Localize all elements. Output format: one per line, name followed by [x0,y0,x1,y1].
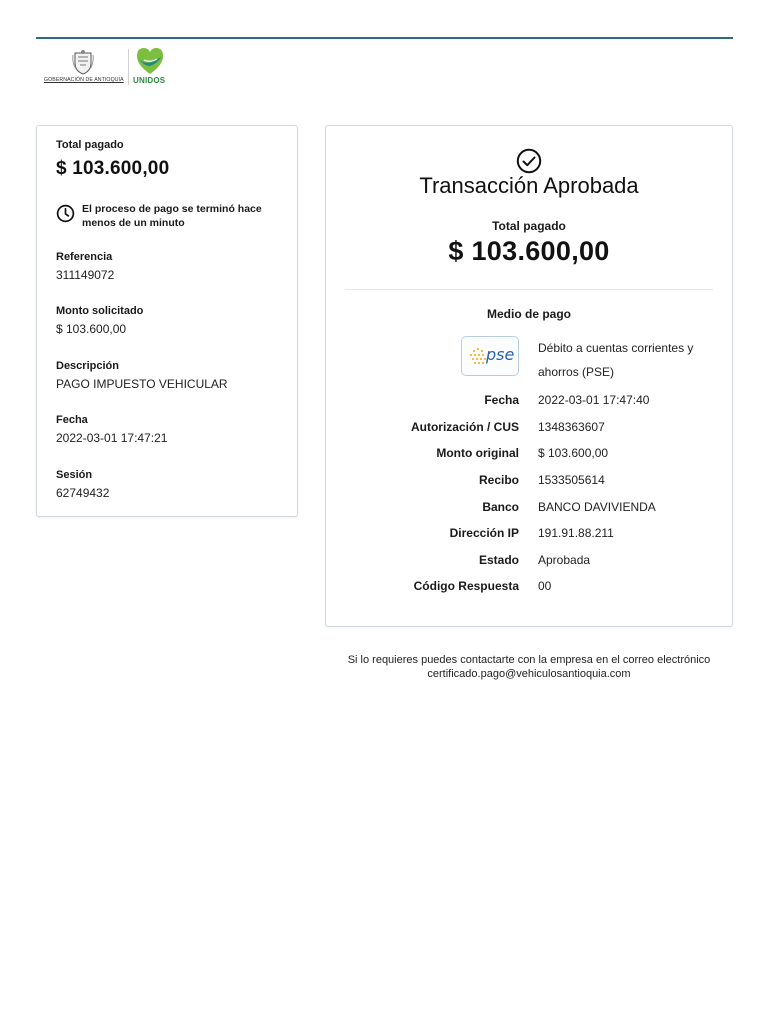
summary-total-label: Total pagado [56,139,124,151]
transaction-total-value: $ 103.600,00 [448,236,610,266]
field-sesion [56,469,283,500]
transaction-status-title: Transacción Aprobada [419,173,639,198]
payment-summary-card [36,125,298,517]
detail-label: Banco [482,500,519,514]
contact-email: certificado.pago@vehiculosantioquia.com [427,668,631,680]
field-descripcion [56,360,283,391]
detail-value: 00 [538,579,552,593]
field-fecha [56,414,283,445]
header-divider [36,37,733,39]
field-label: Referencia [56,251,113,263]
pse-dots-icon [468,346,488,366]
gobernacion-logo [44,47,124,87]
field-label: Monto solicitado [56,305,144,317]
detail-value: BANCO DAVIVIENDA [538,500,656,514]
clock-icon [56,204,75,223]
detail-value: 191.91.88.211 [538,526,614,540]
detail-value: 1348363607 [538,420,605,434]
detail-row-monto-original [326,446,732,464]
payment-method-description: Débito a cuentas corrientes y ahorros (PSE) [538,341,694,379]
detail-label: Fecha [484,393,519,407]
detail-row-banco [326,500,732,518]
transaction-total-label: Total pagado [492,219,566,233]
process-status [56,202,283,230]
unidos-text: UNIDOS [133,76,166,85]
detail-row-recibo [326,473,732,491]
detail-value: 1533505614 [538,473,605,487]
detail-value: 2022-03-01 17:47:40 [538,393,650,407]
field-value: PAGO IMPUESTO VEHICULAR [56,377,228,391]
detail-value: Aprobada [538,553,591,567]
field-monto-solicitado [56,305,283,336]
detail-row-autorizacion [326,420,732,438]
field-referencia [56,251,283,282]
contact-footer [325,653,733,681]
unidos-logo [133,47,173,87]
heart-leaf-icon [135,47,165,75]
detail-value: $ 103.600,00 [538,446,609,460]
field-label: Fecha [56,414,88,426]
detail-row-fecha [326,393,732,411]
detail-row-codigo-respuesta [326,579,732,597]
process-message: El proceso de pago se terminó hace menos de un minuto [82,203,262,229]
field-value: 311149072 [56,268,115,282]
contact-text: Si lo requieres puedes contactarte con la empresa en el correo electrónico [347,654,711,666]
header-logos [44,47,173,87]
pse-logo-text: pse [486,345,515,364]
detail-label: Estado [478,553,519,567]
detail-label: Código Respuesta [413,579,519,593]
field-value: 62749432 [56,486,110,500]
section-divider [345,289,713,290]
summary-total-value: $ 103.600,00 [56,158,170,179]
logo-separator [128,49,129,85]
coat-of-arms-icon [72,49,94,75]
gobernacion-text: GOBERNACIÓN DE ANTIOQUIA [44,77,124,83]
field-value: $ 103.600,00 [56,322,127,336]
detail-row-estado [326,553,732,571]
field-value: 2022-03-01 17:47:21 [56,431,168,445]
payment-method-label: Medio de pago [487,307,571,321]
detail-label: Autorización / CUS [410,420,519,434]
transaction-card [325,125,733,627]
field-label: Sesión [56,469,93,481]
pse-logo [461,336,519,376]
detail-row-direccion-ip [326,526,732,544]
detail-label: Monto original [436,446,519,460]
field-label: Descripción [56,360,119,372]
check-circle-icon [516,148,542,174]
detail-label: Recibo [478,473,519,487]
detail-label: Dirección IP [449,526,519,540]
